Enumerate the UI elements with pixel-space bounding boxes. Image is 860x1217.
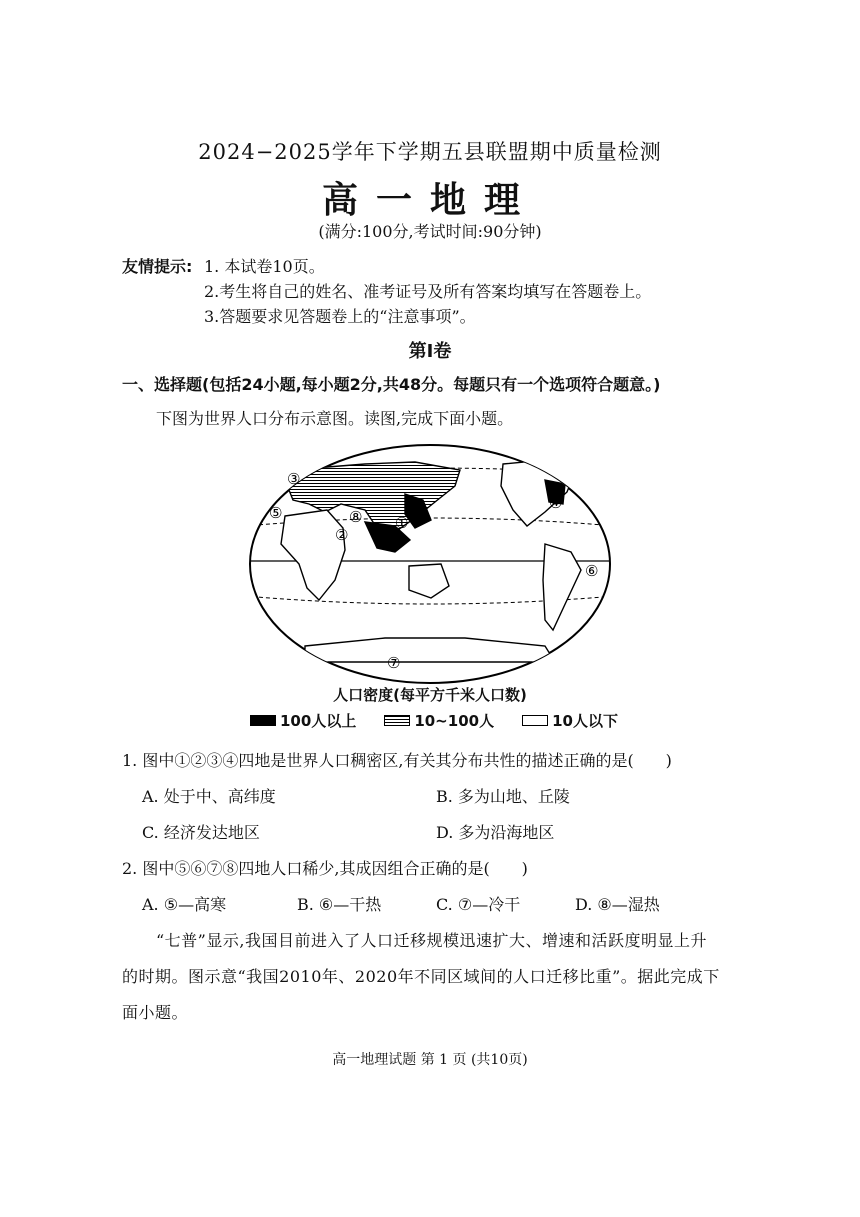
question-1-option-b: B. 多为山地、丘陵	[436, 787, 570, 806]
subject-title: 高一地理	[321, 179, 538, 221]
question-2-stem: 2. 图中⑤⑥⑦⑧四地人口稀少,其成因组合正确的是( )	[122, 859, 528, 878]
passage-line: 面小题。	[122, 1003, 189, 1022]
legend-swatch-medium	[384, 715, 410, 726]
intro-text: 下图为世界人口分布示意图。读图,完成下面小题。	[156, 409, 514, 428]
map-marker-4: ④	[549, 494, 563, 512]
tip-item: 3.答题要求见答题卷上的“注意事项”。	[204, 307, 476, 326]
volume-heading: 第Ⅰ卷	[408, 341, 452, 362]
map-marker-1: ①	[395, 514, 409, 532]
map-marker-6: ⑥	[585, 562, 599, 580]
legend-item-medium	[384, 710, 494, 731]
page-footer: 高一地理试题 第 1 页 (共10页)	[332, 1052, 528, 1068]
question-2-option-a: A. ⑤—高寒	[142, 895, 227, 914]
question-1-stem: 1. 图中①②③④四地是世界人口稠密区,有关其分布共性的描述正确的是( )	[122, 751, 672, 770]
legend-item-sparse	[522, 710, 618, 731]
map-marker-8: ⑧	[349, 508, 363, 526]
exam-title: 2024−2025学年下学期五县联盟期中质量检测	[198, 140, 662, 164]
legend-label: 100人以上	[280, 712, 357, 730]
legend-swatch-sparse	[522, 715, 548, 726]
legend-title: 人口密度(每平方千米人口数)	[333, 686, 527, 704]
map-marker-7: ⑦	[387, 654, 401, 672]
question-1-option-a: A. 处于中、高纬度	[142, 787, 276, 806]
passage-line: 的时期。图示意“我国2010年、2020年不同区域间的人口迁移比重”。据此完成下	[122, 967, 720, 986]
question-2-option-d: D. ⑧—湿热	[575, 895, 660, 914]
legend-item-dense	[250, 710, 356, 731]
map-marker-5: ⑤	[269, 504, 283, 522]
map-svg	[245, 440, 615, 690]
question-2-option-b: B. ⑥—干热	[297, 895, 382, 914]
map-legend	[250, 710, 618, 731]
question-1-option-c: C. 经济发达地区	[142, 823, 260, 842]
question-2-option-c: C. ⑦—冷干	[436, 895, 521, 914]
world-population-map	[245, 440, 615, 690]
section-heading: 一、选择题(包括24小题,每小题2分,共48分。每题只有一个选项符合题意。)	[122, 375, 661, 394]
tip-item: 2.考生将自己的姓名、准考证号及所有答案均填写在答题卷上。	[204, 282, 652, 301]
legend-label: 10人以下	[552, 712, 618, 730]
tip-item: 1. 本试卷10页。	[204, 257, 325, 276]
question-1-option-d: D. 多为沿海地区	[436, 823, 555, 842]
map-marker-2: ②	[335, 526, 349, 544]
passage-line: “七普”显示,我国目前进入了人口迁移规模迅速扩大、增速和活跃度明显上升	[156, 931, 707, 950]
legend-label: 10~100人	[414, 712, 495, 730]
exam-meta: (满分:100分,考试时间:90分钟)	[318, 222, 542, 241]
map-marker-3: ③	[287, 470, 301, 488]
legend-swatch-dense	[250, 715, 276, 726]
tips-label: 友情提示:	[122, 257, 193, 276]
